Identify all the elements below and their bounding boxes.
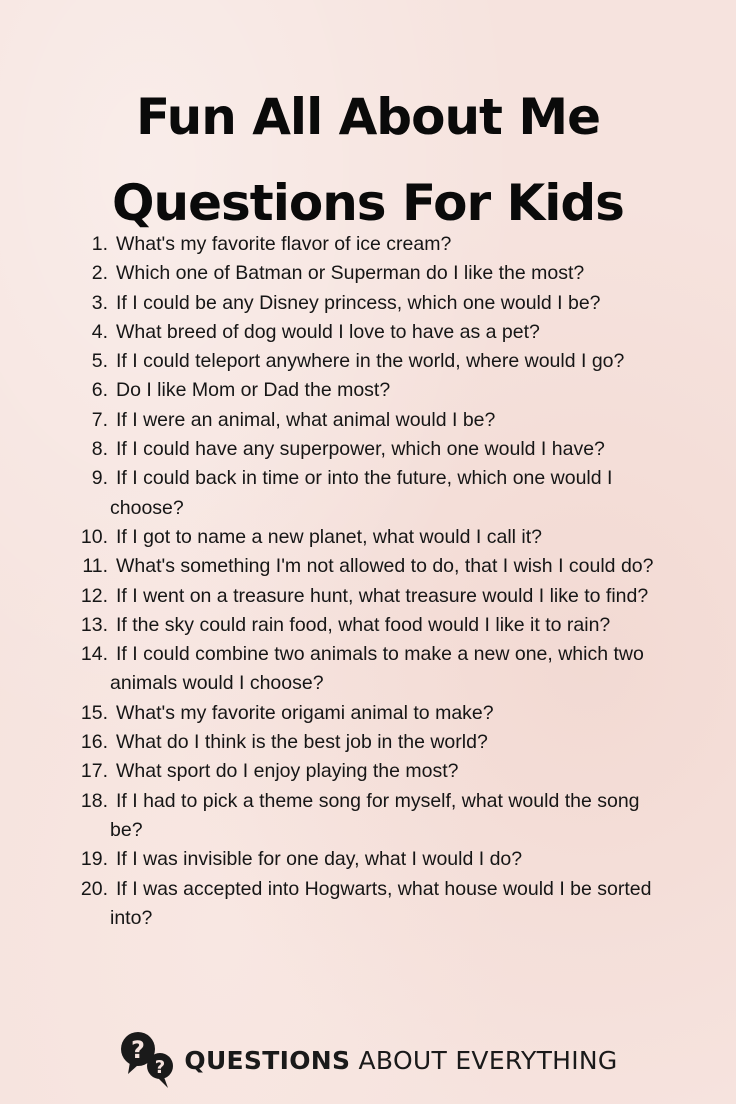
questions-list [0,230,736,933]
list-item-number: 17. [80,760,108,783]
question-mark-bubbles-icon [118,1030,180,1090]
list-item-text: Which one of Batman or Superman do I like the most? [116,262,585,285]
list-item [0,289,736,318]
list-item-number: 12. [80,584,108,607]
list-item-text: If I was invisible for one day, what I would I do? [116,848,523,871]
list-item-text: What sport do I enjoy playing the most? [116,760,459,783]
list-item-text: What breed of dog would I love to have as a pet? [116,320,540,343]
list-item-number: 6. [91,379,108,402]
list-item-text: If I could have any superpower, which one would I have? [116,438,605,461]
list-item-number: 5. [91,350,108,373]
list-item-text: What's my favorite origami animal to make? [116,701,494,724]
list-item-number: 8. [91,438,108,461]
list-item [0,406,736,435]
list-item-text: If the sky could rain food, what food would I like it to rain? [116,613,611,636]
list-item [0,845,736,874]
list-item [0,523,736,552]
list-item-text: If I could combine two animals to make a new one, which two animals would I choose? [110,643,644,695]
list-item-text: If I could back in time or into the future, which one would I choose? [110,467,613,519]
list-item [0,757,736,786]
list-item [0,376,736,405]
list-item-number: 16. [80,731,108,754]
list-item [0,318,736,347]
list-item [0,699,736,728]
list-item-text: If I had to pick a theme song for myself, what would the song be? [110,789,640,841]
list-item [0,875,736,934]
list-item [0,787,736,846]
list-item-text: What's something I'm not allowed to do, that I wish I could do? [116,555,654,578]
list-item [0,435,736,464]
list-item-text: If I was accepted into Hogwarts, what house would I be sorted into? [110,877,652,929]
list-item-number: 10. [80,525,108,548]
list-item [0,728,736,757]
list-item [0,464,736,523]
list-item-text: If I went on a treasure hunt, what treasure would I like to find? [116,584,649,607]
list-item-number: 3. [91,291,108,314]
list-item-text: What do I think is the best job in the world? [116,731,488,754]
brand-name-bold: QUESTIONS [184,1045,351,1075]
list-item [0,230,736,259]
list-item-number: 7. [91,408,108,431]
list-item [0,582,736,611]
list-item-number: 9. [91,467,108,490]
list-item [0,640,736,699]
list-item-number: 15. [80,701,108,724]
list-item-number: 13. [80,613,108,636]
page-title [0,74,736,246]
title-line-2: Questions For Kids [112,174,624,232]
list-item-text: If I could teleport anywhere in the world, where would I go? [116,350,625,373]
list-item-text: What's my favorite flavor of ice cream? [116,233,452,255]
list-item-number: 4. [91,320,108,343]
brand-name-rest: ABOUT EVERYTHING [350,1045,618,1075]
list-item [0,259,736,288]
list-item-number: 19. [80,848,108,871]
svg-text:?: ? [155,1057,166,1078]
footer-logo [0,1030,736,1090]
list-item-text: If I were an animal, what animal would I be? [116,408,496,431]
brand-name [184,1046,617,1075]
list-item-text: Do I like Mom or Dad the most? [116,379,391,402]
list-item-text: If I could be any Disney princess, which one would I be? [116,291,601,314]
list-item-text: If I got to name a new planet, what would I call it? [116,525,542,548]
list-item-number: 11. [82,555,108,578]
list-item [0,552,736,581]
list-item-number: 2. [91,262,108,285]
list-item [0,611,736,640]
list-item-number: 14. [80,643,108,666]
list-item [0,347,736,376]
list-item-number: 1. [91,233,108,255]
list-item-number: 20. [80,877,108,900]
title-line-1: Fun All About Me [135,88,601,146]
list-item-number: 18. [80,789,108,812]
svg-text:?: ? [131,1036,146,1064]
